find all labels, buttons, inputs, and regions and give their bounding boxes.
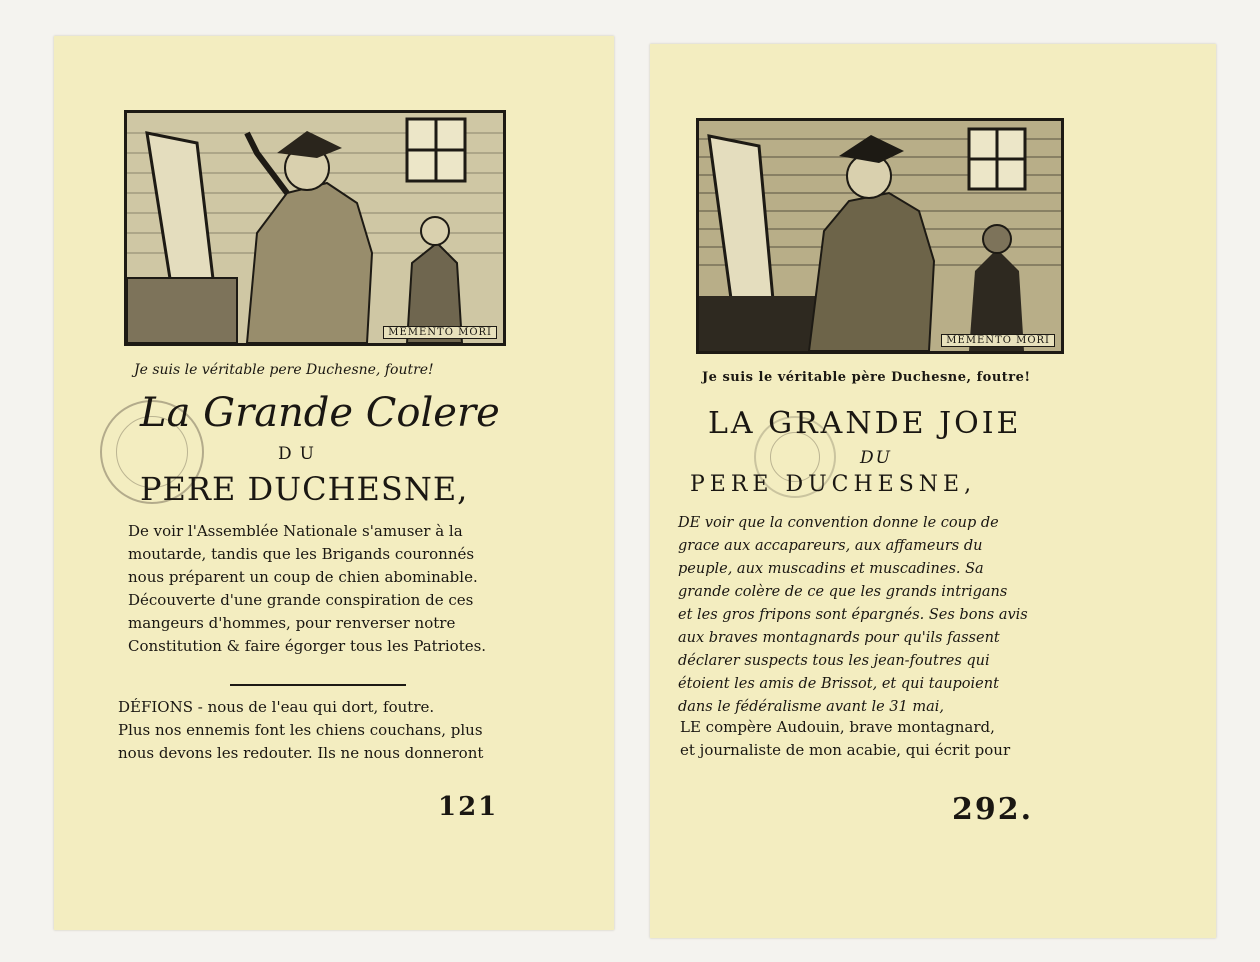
divider-rule [230,684,406,686]
subject-title: PERE DUCHESNE, [140,470,469,508]
memento-mori-label: MEMENTO MORI [383,326,497,339]
summary-line: mangeurs d'hommes, pour renverser notre [128,614,456,632]
summary-line: peuple, aux muscadins et muscadines. Sa [678,561,984,577]
summary-line: moutarde, tandis que les Brigands couronnés [128,545,475,563]
summary-paragraph [128,520,486,658]
woodcut-illustration [124,110,506,346]
summary-line: dans le fédéralisme avant le 31 mai, [678,699,944,715]
woodcut-drawing [699,121,1061,351]
left-sheet [54,36,614,930]
woodcut-drawing [127,113,503,343]
caption: Je suis le véritable père Duchesne, foutre! [702,370,1031,385]
summary-line: grande colère de ce que les grands intrigans [678,584,1008,600]
summary-paragraph [678,512,1028,719]
summary-line: aux braves montagnards pour qu'ils fassent [678,630,1000,646]
body-line: et journaliste de mon acabie, qui écrit pour [680,741,1011,759]
du-label: DU [860,448,892,468]
summary-line: nous préparent un coup de chien abominable. [128,568,478,586]
summary-line: De voir l'Assemblée Nationale s'amuser à la [128,522,463,540]
summary-line: Découverte d'une grande conspiration de ces [128,591,474,609]
body-line: DÉFIONS - nous de l'eau qui dort, foutre. [118,698,435,716]
du-label: DU [278,444,322,464]
summary-line: Constitution & faire égorger tous les Patriotes. [128,637,487,655]
page-number: 292. [952,792,1034,827]
summary-line: DE voir que la convention donne le coup de [678,515,999,531]
summary-line: déclarer suspects tous les jean-foutres qui [678,653,990,669]
summary-line: étoient les amis de Brissot, et qui taupoient [678,676,999,692]
page-number: 121 [438,792,499,822]
right-sheet [650,44,1216,938]
summary-line: et les gros fripons sont épargnés. Ses bons avis [678,607,1028,623]
body-line: nous devons les redouter. Ils ne nous donneront [118,744,484,762]
body-line: Plus nos ennemis font les chiens couchans, plus [118,721,483,739]
headline: La Grande Colere [140,390,500,436]
woodcut-illustration [696,118,1064,354]
headline: LA GRANDE JOIE [708,406,1022,441]
summary-line: grace aux accapareurs, aux affameurs du [678,538,983,554]
subject-title: PERE DUCHESNE, [690,472,977,497]
caption: Je suis le véritable pere Duchesne, foutre! [134,362,434,378]
body-text [118,696,483,765]
memento-mori-label: MEMENTO MORI [941,334,1055,347]
body-text [680,716,1010,762]
body-line: LE compère Audouin, brave montagnard, [680,718,995,736]
